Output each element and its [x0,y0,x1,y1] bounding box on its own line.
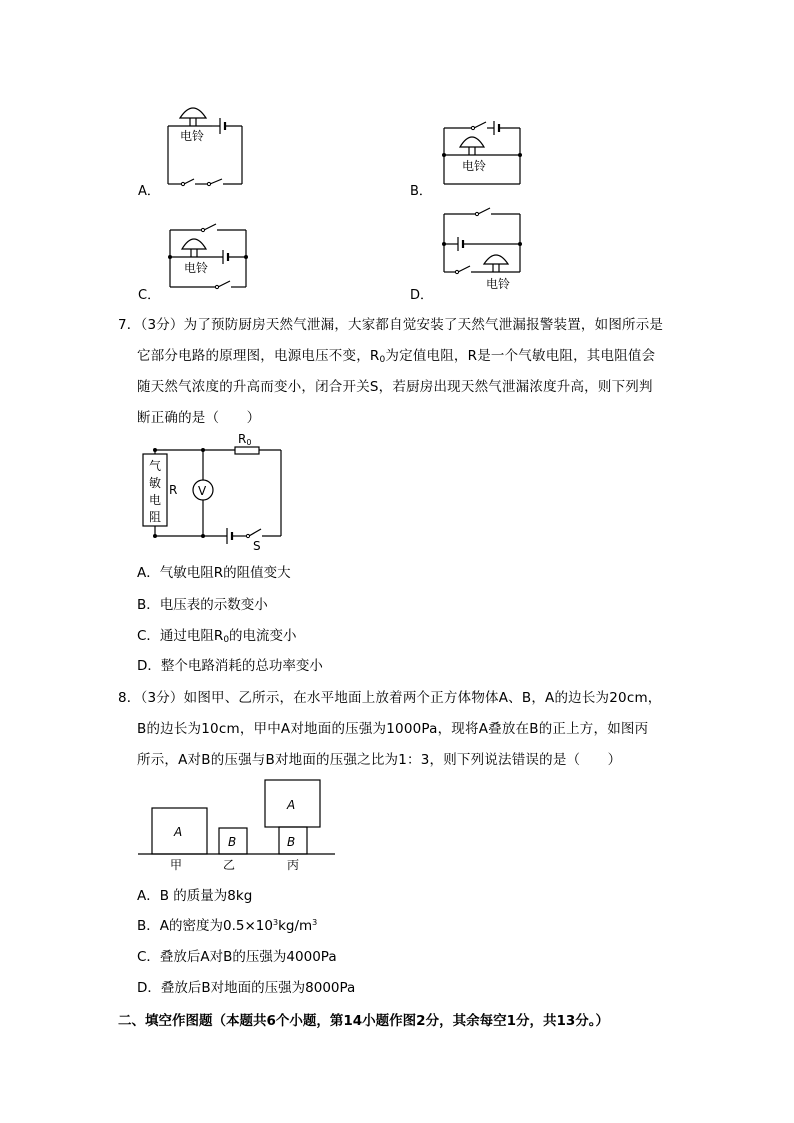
q8-option-b-part-b: kg/m [278,918,313,934]
q7-option-b: B．电压表的示数变小 [137,597,268,613]
q7-line-2-part-a: 它部分电路的原理图，电源电压不变，R [137,348,380,364]
option-c-letter: C． [138,288,161,303]
q8-option-c: C．叠放后A对B的压强为4000Pa [137,949,337,965]
circuit-diagram-a [150,96,260,196]
bell-label: 电铃 [184,261,209,275]
circuit-diagram-c [158,212,268,297]
circuit-diagram-b [432,110,532,195]
r0-label: R0 [238,432,252,447]
block-a-jia: A [174,825,183,839]
sensor-r-label: R [169,483,178,497]
block-a-bing: A [287,798,296,812]
label-yi: 乙 [223,858,236,872]
bell-label: 电铃 [462,159,487,173]
q8-option-b-sup1: 3 [272,918,279,927]
q8-option-b [137,914,317,934]
sensor-char-2: 敏 [149,476,162,490]
q7-option-a: A．气敏电阻R的阻值变大 [137,565,291,581]
q7-line-4: 断正确的是（ ） [137,410,261,426]
bell-label: 电铃 [180,129,205,143]
circuit-diagram-d [432,200,532,295]
voltmeter-label: V [198,484,207,498]
q8-option-d: D．叠放后B对地面的压强为8000Pa [137,980,356,996]
label-bing: 丙 [287,858,300,872]
q7-circuit-figure [135,432,290,552]
option-a-letter: A． [138,184,160,199]
option-d-letter: D． [410,288,434,303]
block-b-yi: B [228,835,237,849]
q8-blocks-figure [135,776,340,876]
label-jia: 甲 [170,858,183,872]
option-b-letter: B． [410,184,432,199]
q8-line-3: 所示，A对B的压强与B对地面的压强之比为1：3，则下列说法错误的是（ ） [137,752,622,768]
q7-line-3: 随天然气浓度的升高而变小，闭合开关S，若厨房出现天然气泄漏浓度升高，则下列判 [137,379,653,395]
q7-option-c-part-a: C．通过电阻R [137,628,224,644]
q7-option-c-sub: 0 [223,635,230,645]
q7-line-2-sub: 0 [379,355,386,365]
switch-label: S [253,539,261,552]
block-b-bing: B [287,835,296,849]
bell-label: 电铃 [486,277,511,291]
sensor-char-4: 阻 [149,510,162,524]
q8-option-b-part-a: B．A的密度为0.5×10 [137,918,273,934]
sensor-char-1: 气 [149,459,162,473]
q7-line-2 [137,344,655,365]
q8-line-2: B的边长为10cm，甲中A对地面的压强为1000Pa，现将A叠放在B的正上方，如图丙 [137,721,649,737]
q7-line-2-part-b: 为定值电阻，R是一个气敏电阻，其电阻值会 [385,348,656,364]
q8-option-b-sup2: 3 [312,918,318,927]
q7-line-1: 7．（3分）为了预防厨房天然气泄漏，大家都自觉安装了天然气泄漏报警装置，如图所示是 [118,317,664,333]
q7-option-d: D．整个电路消耗的总功率变小 [137,658,323,674]
q8-option-a: A．B 的质量为8kg [137,888,253,904]
q7-option-c-part-b: 的电流变小 [229,628,297,644]
section-2-title: 二、填空作图题（本题共6个小题，第14小题作图2分，其余每空1分，共13分。） [118,1013,610,1029]
q8-line-1: 8．（3分）如图甲、乙所示，在水平地面上放着两个正方体物体A、B，A的边长为20cm， [118,690,662,706]
q7-option-c [137,624,297,645]
sensor-char-3: 电 [149,493,162,507]
